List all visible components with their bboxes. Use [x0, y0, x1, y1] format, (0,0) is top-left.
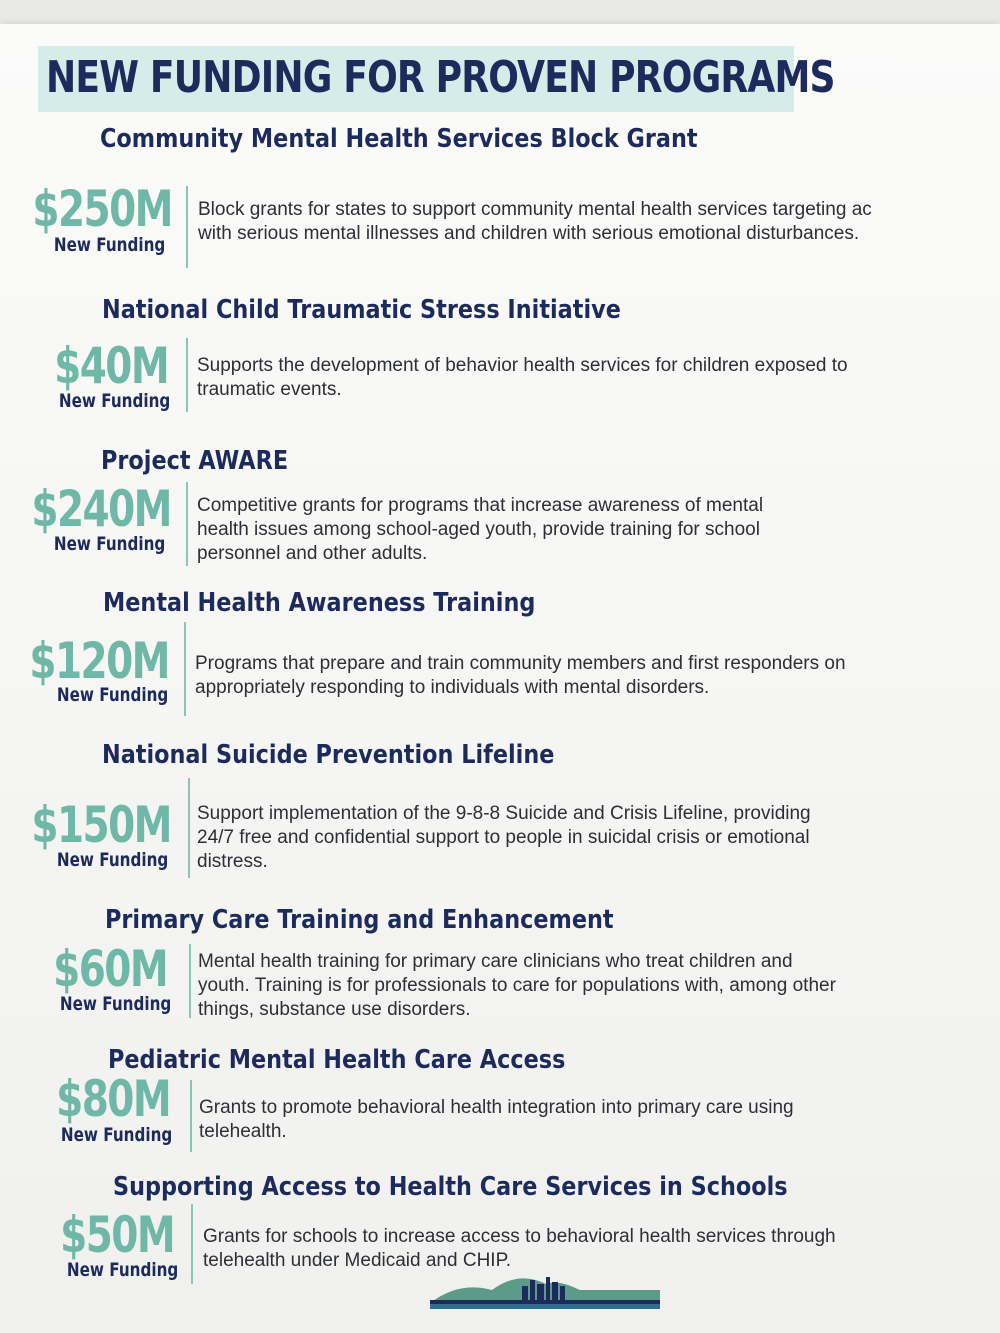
program-amount-label: New Funding [59, 993, 171, 1015]
program-title: Supporting Access to Health Care Services in Schools [113, 1172, 788, 1202]
program-amount: $250M [32, 180, 172, 238]
program-title: National Child Traumatic Stress Initiative [102, 295, 621, 325]
program-title: Project AWARE [101, 446, 289, 476]
divider [189, 944, 191, 1018]
header-banner [38, 46, 835, 112]
program-amount-label: New Funding [53, 234, 165, 256]
program-title: Pediatric Mental Health Care Access [108, 1045, 566, 1075]
program-amount: $80M [56, 1070, 170, 1128]
divider [191, 1204, 193, 1284]
program-amount-label: New Funding [56, 849, 168, 871]
page-title: NEW FUNDING FOR PROVEN PROGRAMS [46, 52, 835, 103]
program-amount: $150M [31, 796, 171, 854]
program-description: Mental health training for primary care clinicians who treat children and youth. Training is for professionals to care for populations with, among other things, substance use disorders. [198, 951, 836, 1020]
program-title: Primary Care Training and Enhancement [105, 905, 614, 935]
program-amount: $240M [31, 480, 171, 538]
skyline-mountain-icon [430, 1268, 660, 1309]
divider [186, 482, 188, 566]
program-title: Mental Health Awareness Training [103, 588, 536, 618]
program-description: Grants to promote behavioral health integration into primary care using telehealth. [199, 1097, 794, 1142]
program-amount: $50M [60, 1206, 174, 1264]
program-amount-label: New Funding [56, 684, 168, 706]
program-amount: $60M [53, 940, 167, 998]
program-description: Competitive grants for programs that increase awareness of mental health issues among school-aged youth, provide training for school personnel and other adults. [197, 495, 764, 564]
program-description: Grants for schools to increase access to behavioral health services through telehealth under Medicaid and CHIP. [203, 1226, 836, 1271]
divider [186, 338, 188, 412]
program-amount-label: New Funding [60, 1124, 172, 1146]
program-amount-label: New Funding [58, 390, 170, 412]
divider [186, 186, 188, 268]
program-amount: $40M [54, 337, 168, 395]
program-amount-label: New Funding [66, 1259, 178, 1281]
program-amount: $120M [29, 632, 169, 690]
divider [184, 622, 186, 716]
divider [188, 778, 190, 878]
program-description: Supports the development of behavior health services for children exposed to traumatic events. [197, 355, 848, 400]
program-amount-label: New Funding [53, 533, 165, 555]
divider [190, 1080, 192, 1152]
program-description: Block grants for states to support community mental health services targeting ac with serious mental illnesses and children with serious emotional disturbances. [198, 199, 872, 244]
program-description: Support implementation of the 9-8-8 Suicide and Crisis Lifeline, providing 24/7 free and confidential support to people in suicidal crisis or emotional distress. [197, 803, 811, 872]
program-title: Community Mental Health Services Block Grant [100, 124, 698, 154]
program-description: Programs that prepare and train community members and first responders on appropriately responding to individuals with mental disorders. [195, 653, 846, 698]
program-title: National Suicide Prevention Lifeline [102, 740, 555, 770]
